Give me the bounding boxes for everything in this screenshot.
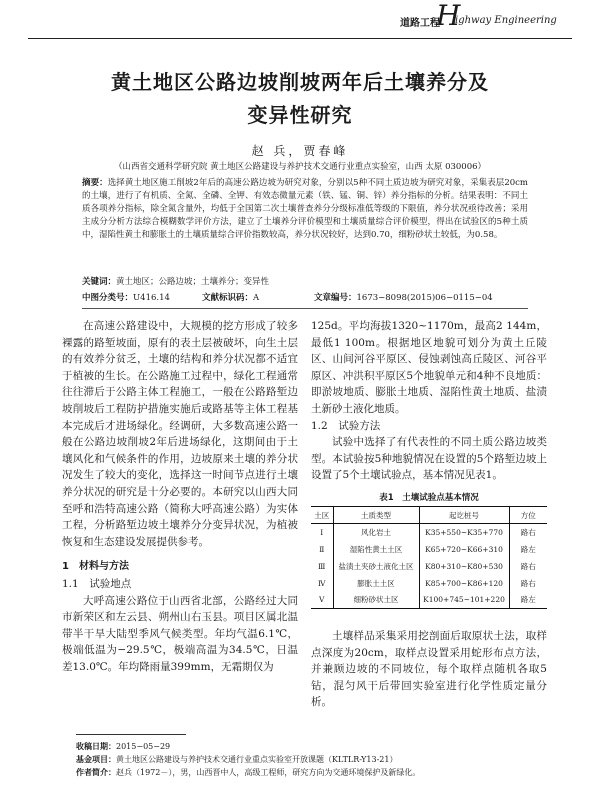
header-divider: [28, 38, 572, 39]
table-cell: 路右: [509, 558, 547, 575]
fund-value: 黄土地区公路建设与养护技术交通行业重点实验室开放课题（KLTLR-Y13-21）: [116, 755, 398, 764]
clc-label: 中图分类号：: [82, 293, 134, 303]
footnotes: [76, 740, 546, 779]
table-cell: 盐渍土夹砂土液化土区: [333, 558, 419, 575]
table-cell: 路右: [509, 524, 547, 541]
running-header: [0, 0, 600, 32]
table-cell: 膨胀土土区: [333, 575, 419, 592]
subsection-heading-1-1: 1.1 试验地点: [62, 577, 132, 590]
keywords-label: 关键词：: [82, 277, 117, 287]
table-cell: K80+310~K80+530: [419, 558, 509, 575]
author-bio: [76, 766, 546, 779]
table-row: [311, 575, 547, 592]
footnote-divider: [76, 734, 186, 735]
article-label: 文章编号：: [314, 293, 357, 303]
abstract-text: 选择黄土地区施工削坡2年后的高速公路边坡为研究对象，分别以5种不同土质边坡为研究对象，采集表层20cm的土壤，进行了有机质、全氮、全磷、全钾、有效态微量元素（铁、锰、铜、锌）养分指标的分析。结果表明：不同土质各项养分指标，除全氮含量外，均低于全国第二次土壤普查养分分级标准低等级的下限值，养分状况亟待改善；采用主成分分析方法综合模糊数学评价方法，建立了土壤养分评价模型和土壤质量综合评价模型，得出在试验区的5种土质中，湿陷性黄土和膨胀土的土壤质量综合评价指数较高，养分状况较好，达到0.70，细粉砂状土较低，为0.58。: [82, 178, 528, 240]
table-header-cell: 土质类型: [333, 507, 419, 524]
table-row: [311, 541, 547, 558]
table-cell: K100+745~101+220: [419, 592, 509, 609]
author-value: 赵兵（1972－），男，山西晋中人，高级工程师，研究方向为交通环境保护及新绿化。: [116, 768, 421, 777]
abstract-label: 摘要：: [82, 178, 108, 188]
article-value: 1673−8098(2015)06−0115−04: [356, 293, 493, 303]
abstract: [82, 177, 528, 242]
table-cell: 路右: [509, 575, 547, 592]
table-row: [311, 524, 547, 541]
affiliation: （山西省交通科学研究院 黄土地区公路建设与养护技术交通行业重点实验室，山西 太原 030006）: [113, 162, 487, 172]
received-value: 2015−05−29: [116, 742, 171, 751]
table-cell: Ⅴ: [311, 592, 333, 609]
keywords-text: 黄土地区；公路边坡；土壤养分；变异性: [116, 277, 270, 287]
clc-number: [82, 291, 170, 303]
article-number: [314, 291, 493, 303]
site-paragraph-continued: 125d。平均海拔1320~1170m，最高2 144m，最低1 100m。根据地区地貌可划分为黄土丘陵区、山间河谷平原区、侵蚀剥蚀高丘陵区、河谷平原区、冲洪积平原区5个地貌单元和4种不良地质：即淤坡地质、膨胀土地质、湿陷性黄土地质、盐渍土新砂土液化地质。: [311, 320, 547, 415]
table-cell: K65+720~K66+310: [419, 541, 509, 558]
table-caption: 表1 土壤试验点基本情况: [379, 493, 479, 503]
fund-project: [76, 753, 546, 766]
table-header-cell: 方位: [509, 507, 547, 524]
section-heading-1: 1 材料与方法: [62, 561, 129, 573]
journal-logo-letter: H: [436, 0, 461, 32]
site-paragraph: 大呼高速公路位于山西省北部，公路经过大同市新荣区和左云县、朔州山右玉县。项目区属北温带半干旱大陆型季风气候类型。年均气温6.1℃，极端低温为−29.5℃，极端高温为34.5℃，日温差13.0℃。年均降雨量399mm，无霜期仅为: [62, 594, 298, 673]
table-cell: Ⅰ: [320, 527, 324, 537]
table-cell: 细粉砂状土区: [333, 592, 419, 609]
table-cell: Ⅲ: [318, 561, 326, 571]
title-line-2: 变异性研究: [247, 103, 353, 127]
journal-name-en: ighway Engineering: [455, 15, 557, 26]
classification-line: [82, 291, 528, 303]
article-title: [0, 66, 600, 132]
authors: 赵 兵，贾春峰: [251, 144, 349, 158]
table-cell: 路左: [509, 541, 547, 558]
document-code: [202, 291, 259, 303]
table-row: [311, 558, 547, 575]
table-cell: K35+550~K35+770: [419, 524, 509, 541]
table-row: [311, 592, 547, 609]
received-label: 收稿日期：: [76, 742, 116, 751]
clc-value: U416.14: [133, 293, 170, 303]
table-cell: K85+700~K86+120: [419, 575, 509, 592]
body-column-left: [62, 318, 298, 675]
title-line-1: 黄土地区公路边坡削坡两年后土壤养分及: [111, 70, 489, 94]
abstract-divider: [82, 308, 528, 309]
table-cell: Ⅳ: [318, 578, 326, 588]
subsection-heading-1-2: 1.2 试验方法: [311, 419, 381, 432]
fund-label: 基金项目：: [76, 755, 116, 764]
author-label: 作者简介：: [76, 768, 116, 777]
received-date: [76, 740, 546, 753]
table-cell: 湿陷性黄土土区: [333, 541, 419, 558]
doc-label: 文献标识码：: [202, 293, 254, 303]
table-cell: 风化岩土: [333, 524, 419, 541]
table-cell: Ⅱ: [319, 544, 325, 554]
doc-value: A: [253, 293, 260, 303]
method-paragraph: 试验中选择了有代表性的不同土质公路边坡类型。本试验按5种地貌情况在设置的5个路堑边坡上设置了5个土壤试验点，基本情况见表1。: [311, 436, 547, 482]
body-column-right-lower: [311, 628, 547, 711]
table-header-cell: 土区: [311, 507, 333, 524]
journal-name-cn: 道路工程: [400, 18, 440, 29]
table-header-cell: 起讫桩号: [419, 507, 509, 524]
sampling-paragraph: 土壤样品采集采用挖剖面后取原状土法，取样点深度为20cm，取样点设置采用蛇形布点方法，并兼顾边坡的不同坡位，每个取样点随机各取5钻，混匀风干后带回实验室进行化学性质定量分析。: [311, 630, 547, 709]
keywords: [82, 275, 528, 287]
body-column-right: [311, 318, 547, 484]
table-cell: 路左: [509, 592, 547, 609]
intro-paragraph: 在高速公路建设中，大规模的挖方形成了较多裸露的路堑坡面，原有的表土层被破坏，向生土层的有效养分贫乏，土壤的结构和养分状况都不适宜于植被的生长。在公路施工过程中，绿化工程通常往往滞后于公路主体工程施工，一般在公路路堑边坡削坡后工程防护措施实施后或路基等主体工程基本完成后才进场绿化。经调研，大多数高速公路一般在公路边坡削坡2年后进场绿化，这期间由于土壤风化和气候条件的作用，边坡原来土壤的养分状况发生了较大的变化，选择这一时间节点进行土壤养分状况的研究是十分必要的。本研究以山西大同至呼和浩特高速公路（简称大呼高速公路）为实体工程，分析路堑边坡土壤养分分变异状况，为植被恢复和生态建设发展提供参考。: [62, 320, 298, 548]
table-header-row: [311, 507, 547, 524]
soil-site-table: [311, 506, 547, 609]
